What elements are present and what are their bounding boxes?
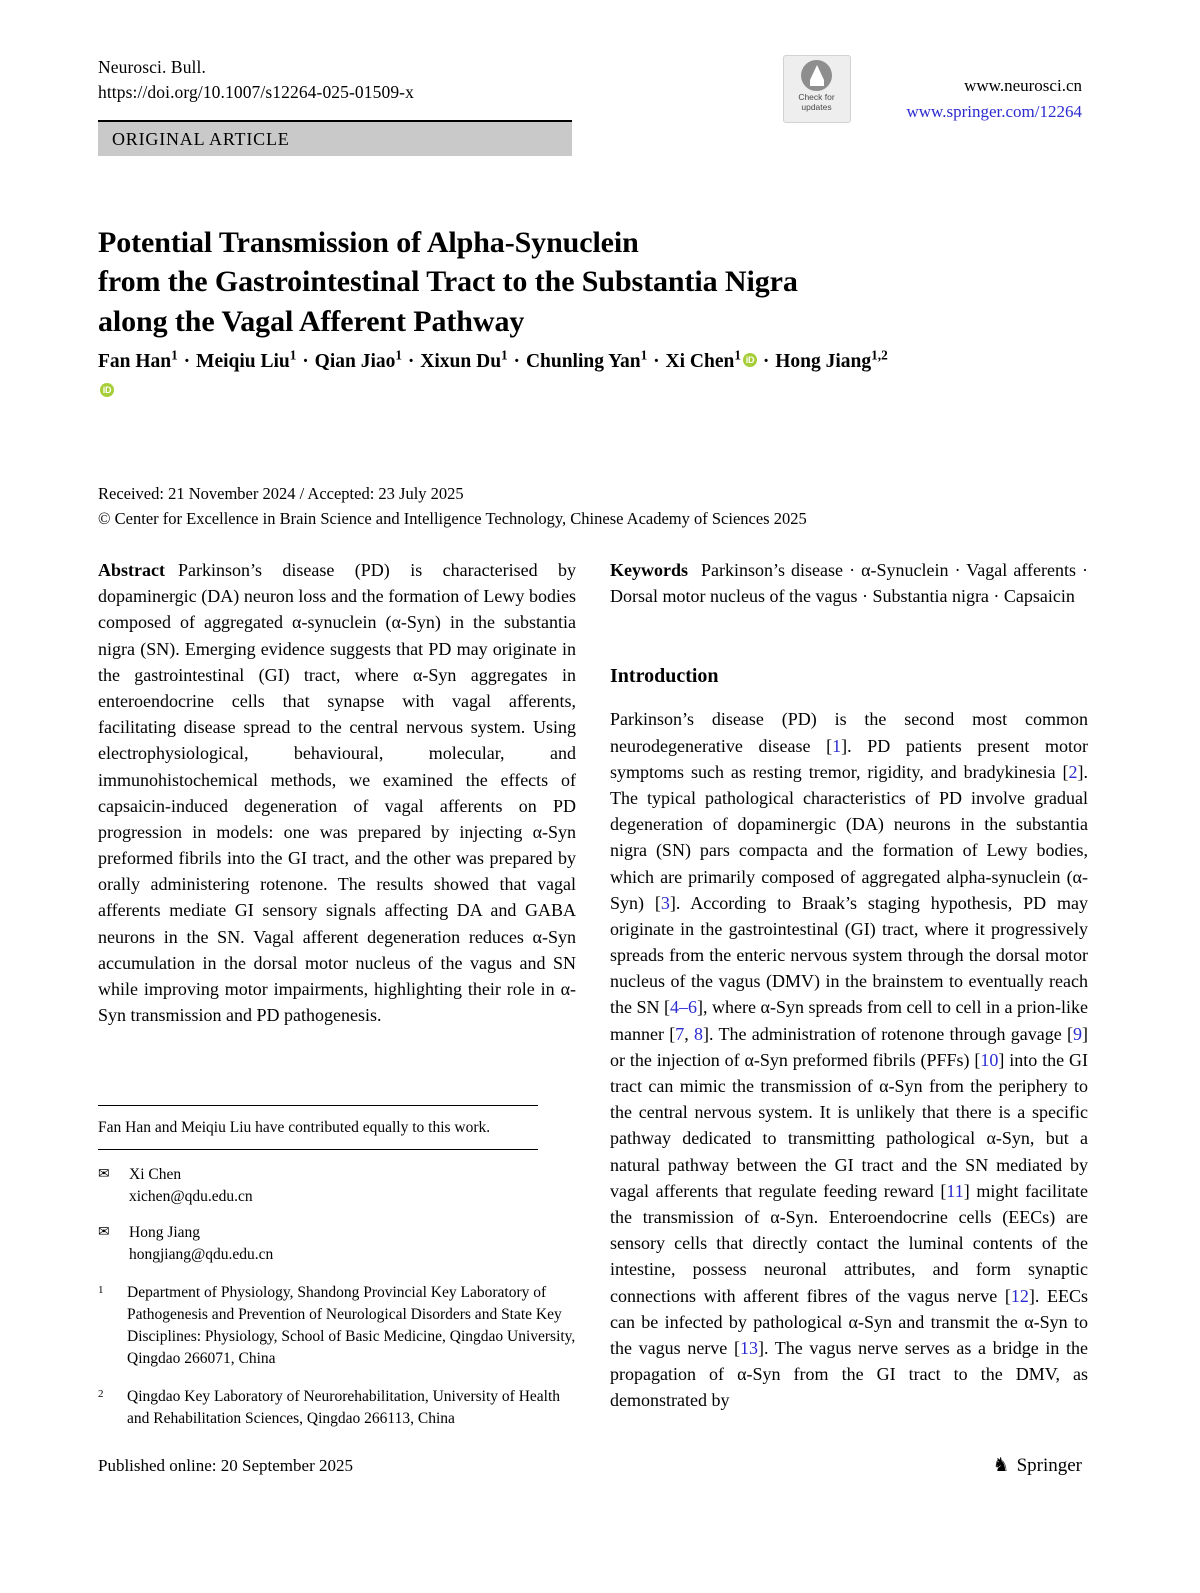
introduction-heading: Introduction (610, 665, 719, 688)
author-separator: · (403, 350, 420, 372)
paragraph-text: ]. According to Braak’s staging hypothesis, PD may originate in the gastrointestinal (GI) tract, where it progressively spreads from the enteric nervous system through the dorsal motor nucleus of the vagus (DMV) in the brainstem to eventually reach the SN [ (610, 892, 1088, 1018)
author-affiliation-marker: 1 (171, 347, 178, 362)
knight-chess-icon: ♞ (992, 1453, 1010, 1476)
article-type-label: ORIGINAL ARTICLE (112, 128, 290, 149)
author-name: Chunling Yan (525, 350, 641, 372)
journal-info (98, 55, 414, 106)
affiliation-number: 1 (98, 1283, 104, 1296)
keywords-block (610, 557, 1088, 609)
author-entry[interactable] (665, 347, 757, 372)
title-line-1: Potential Transmission of Alpha-Synuclein (98, 226, 639, 260)
author-name: Xixun Du (420, 350, 502, 372)
citation-link[interactable]: 13 (739, 1337, 758, 1358)
author-name: Fan Han (98, 350, 172, 372)
orcid-icon[interactable]: iD (743, 353, 757, 367)
paragraph-text: ]. The administration of rotenone through gavage [ (703, 1023, 1074, 1044)
affiliation-entry (98, 1386, 576, 1430)
author-name: Hong Jiang (775, 350, 872, 372)
header-right (783, 55, 1083, 124)
citation-link[interactable]: 7 (675, 1023, 685, 1044)
affiliation-entry (98, 1282, 576, 1370)
page-title (98, 223, 898, 341)
page-header (98, 55, 1082, 124)
springer-logo (993, 1455, 1082, 1477)
journal-name: Neurosci. Bull. (98, 57, 206, 77)
page-footer (98, 1455, 1082, 1477)
journal-doi[interactable]: https://doi.org/10.1007/s12264-025-01509-x (98, 82, 414, 103)
introduction-paragraph (610, 706, 1088, 1413)
corresponding-author-name: Xi Chen (129, 1165, 182, 1183)
crossmark-icon (801, 60, 832, 91)
corresponding-author-body (129, 1164, 253, 1208)
footnote-section (98, 1105, 576, 1430)
author-affiliation-marker: 1 (734, 347, 741, 362)
crossmark-label (798, 93, 834, 112)
affiliation-text: Qingdao Key Laboratory of Neurorehabilitation, University of Health and Rehabilitation Sciences, Qingdao 266113, China (127, 1387, 561, 1427)
paragraph-text: ] or the injection of α-Syn preformed fibrils (PFFs) [ (610, 1023, 1089, 1070)
author-separator: · (297, 350, 314, 372)
author-entry[interactable] (420, 347, 508, 372)
author-name: Qian Jiao (314, 350, 396, 372)
paragraph-text: ] into the GI tract can mimic the transmission of α-Syn from the periphery to the central nervous system. It is unlikely that there is a specific pathway dedicated to transmitting pathological α-Syn, but a natural pathway between the GI tract and the SN mediated by vagal afferents that regulate feeding reward [ (610, 1049, 1088, 1201)
paragraph-text: ] might facilitate the transmission of α-Syn. Enteroendocrine cells (EECs) are sensory cells that directly contact the luminal contents of the intestine, possess neuronal attributes, and form synaptic connections with afferent fibres of the vagus nerve [ (610, 1180, 1089, 1306)
title-line-2: from the Gastrointestinal Tract to the Substantia Nigra (98, 265, 798, 299)
paragraph-text: ]. The vagus nerve serves as a bridge in the propagation of α-Syn from the GI tract to the DMV, as demonstrated by (610, 1337, 1089, 1411)
springer-wordmark: Springer (1016, 1455, 1082, 1476)
citation-link[interactable]: 3 (660, 892, 670, 913)
corresponding-author-email[interactable]: hongjiang@qdu.edu.cn (129, 1245, 274, 1263)
right-column (610, 557, 1088, 1413)
footnote-divider-bottom (98, 1149, 538, 1150)
author-entry[interactable] (98, 347, 178, 372)
paragraph-text: , (684, 1023, 695, 1044)
citation-link[interactable]: 4–6 (670, 997, 698, 1018)
author-entry[interactable] (314, 347, 403, 372)
copyright-line: © Center for Excellence in Brain Science and Intelligence Technology, Chinese Academy of Sciences 2025 (98, 508, 807, 528)
citation-link[interactable]: 8 (694, 1023, 704, 1044)
corresponding-authors (98, 1164, 576, 1266)
author-entry[interactable] (525, 347, 648, 372)
author-separator: · (757, 350, 775, 372)
affiliation-number: 2 (98, 1387, 104, 1400)
author-affiliation-marker: 1,2 (871, 347, 888, 362)
article-type-banner (98, 120, 572, 156)
affiliation-text: Department of Physiology, Shandong Provincial Key Laboratory of Pathogenesis and Prevention of Neurological Disorders and State Key Disciplines: Physiology, School of Basic Medicine, Qingdao University, Qingdao 266071, China (127, 1283, 576, 1367)
corresponding-author-body (129, 1222, 273, 1266)
envelope-icon: ✉ (98, 1223, 110, 1240)
springer-url-link[interactable]: www.springer.com/12264 (906, 101, 1082, 121)
abstract-block (98, 557, 576, 1028)
author-name: Meiqiu Liu (196, 350, 290, 372)
author-separator: · (508, 350, 525, 372)
author-affiliation-marker: 1 (395, 347, 403, 362)
author-list (98, 345, 898, 407)
check-for-updates-badge[interactable] (783, 55, 851, 123)
paragraph-text: ]. The typical pathological characteristics of PD involve gradual degeneration of dopaminergic (DA) neurons in the substantia nigra (SN) pars compacta and the formation of Lewy bodies, which are primarily composed of aggregated alpha-synuclein (α-Syn) [ (610, 761, 1088, 913)
paragraph-text: ]. PD patients present motor symptoms such as resting tremor, rigidity, and bradykinesia [ (610, 735, 1088, 782)
corresponding-author-email[interactable]: xichen@qdu.edu.cn (129, 1187, 253, 1205)
citation-link[interactable]: 2 (1068, 761, 1078, 782)
paragraph-text: Parkinson’s disease (PD) is the second most common neurodegenerative disease [ (610, 709, 1088, 756)
journal-website-url: www.neurosci.cn (964, 76, 1082, 95)
author-affiliation-marker: 1 (640, 347, 648, 362)
author-entry[interactable] (196, 347, 297, 372)
author-name: Xi Chen (665, 350, 735, 372)
paragraph-text: ], where α-Syn spreads from cell to cell in a prion-like manner [ (610, 997, 1088, 1044)
author-affiliation-marker: 1 (501, 347, 508, 362)
citation-link[interactable]: 11 (946, 1180, 964, 1201)
publication-dates (98, 482, 998, 532)
crossmark-label-line1: Check for (798, 92, 835, 102)
corresponding-author-name: Hong Jiang (129, 1223, 201, 1241)
published-online-date: Published online: 20 September 2025 (98, 1456, 353, 1475)
crossmark-label-line2: updates (801, 101, 832, 112)
author-affiliation-marker: 1 (289, 347, 297, 362)
corresponding-author-entry (98, 1222, 576, 1266)
abstract-text: Parkinson’s disease (PD) is characterised by dopaminergic (DA) neuron loss and the formation of Lewy bodies composed of aggregated α-synuclein (α-Syn) in the substantia nigra (SN). Emerging evidence suggests that PD may originate in the gastrointestinal (GI) tract, where α-Syn aggregates in enteroendocrine cells that synapse with vagal afferents, facilitating disease spread to the central nervous system. Using electrophysiological, behavioural, molecular, and immunohistochemical methods, we examined the effects of capsaicin-induced degeneration of vagal afferents on PD progression in models: one was prepared by injecting α-Syn preformed fibrils into the GI tract, and the other was prepared by orally administering rotenone. The results showed that vagal afferents mediate GI sensory signals affecting DA and GABA neurons in the SN. Vagal afferent degeneration reduces α-Syn accumulation in the dorsal motor nucleus of the vagus and SN while improving motor impairments, highlighting their role in α-Syn transmission and PD pathogenesis. (98, 560, 576, 1026)
paragraph-text: ]. EECs can be infected by pathological α-Syn and transmit the α-Syn to the vagus nerve [ (610, 1285, 1089, 1358)
orcid-icon[interactable]: iD (100, 383, 114, 397)
citation-link[interactable]: 12 (1010, 1285, 1029, 1306)
author-separator: · (178, 350, 196, 372)
author-separator: · (648, 350, 665, 372)
abstract-heading: Abstract (98, 560, 165, 580)
affiliations (98, 1282, 576, 1430)
journal-urls (907, 55, 1083, 124)
corresponding-author-entry (98, 1164, 576, 1208)
keywords-text: Parkinson’s disease · α-Synuclein · Vagal afferents · Dorsal motor nucleus of the vagus · Substantia nigra · Capsaicin (610, 560, 1088, 607)
equal-contribution-note: Fan Han and Meiqiu Liu have contributed equally to this work. (98, 1119, 491, 1136)
keywords-heading: Keywords (610, 560, 688, 580)
title-line-3: along the Vagal Afferent Pathway (98, 304, 525, 338)
citation-link[interactable]: 10 (980, 1049, 999, 1070)
left-column (98, 557, 576, 1028)
envelope-icon: ✉ (98, 1165, 110, 1182)
received-accepted-line: Received: 21 November 2024 / Accepted: 23 July 2025 (98, 484, 464, 503)
citation-link[interactable]: 9 (1073, 1023, 1083, 1044)
citation-link[interactable]: 1 (832, 735, 842, 756)
